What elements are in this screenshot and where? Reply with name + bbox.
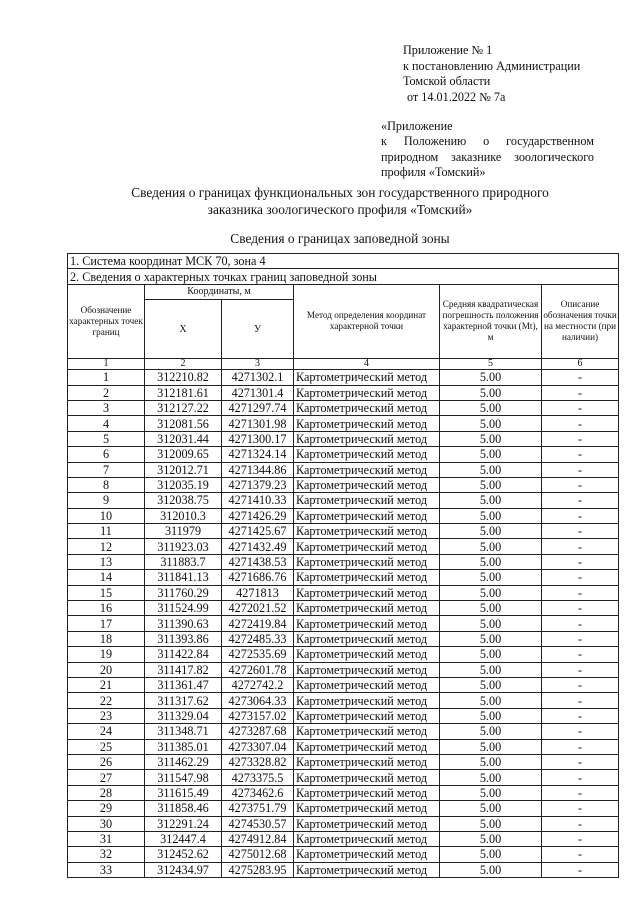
description: - bbox=[542, 370, 619, 385]
y-coordinate: 4271438.53 bbox=[222, 554, 294, 569]
table-row bbox=[68, 370, 619, 385]
description: - bbox=[542, 493, 619, 508]
y-coordinate: 4272021.52 bbox=[222, 601, 294, 616]
y-coordinate: 4271301.4 bbox=[222, 385, 294, 400]
y-coordinate: 4272742.2 bbox=[222, 677, 294, 692]
method: Картометрический метод bbox=[294, 770, 440, 785]
description: - bbox=[542, 739, 619, 754]
column-number: 6 bbox=[542, 359, 619, 370]
point-number: 31 bbox=[68, 831, 145, 846]
header-y: У bbox=[222, 300, 294, 359]
table-row bbox=[68, 862, 619, 877]
description: - bbox=[542, 508, 619, 523]
y-coordinate: 4273462.6 bbox=[222, 785, 294, 800]
mean-error: 5.00 bbox=[440, 385, 542, 400]
mean-error: 5.00 bbox=[440, 677, 542, 692]
method: Картометрический метод bbox=[294, 631, 440, 646]
x-coordinate: 311393.86 bbox=[145, 631, 222, 646]
point-number: 11 bbox=[68, 524, 145, 539]
mean-error: 5.00 bbox=[440, 862, 542, 877]
method: Картометрический метод bbox=[294, 508, 440, 523]
method: Картометрический метод bbox=[294, 477, 440, 492]
x-coordinate: 311462.29 bbox=[145, 754, 222, 769]
x-coordinate: 312038.75 bbox=[145, 493, 222, 508]
method: Картометрический метод bbox=[294, 493, 440, 508]
method: Картометрический метод bbox=[294, 801, 440, 816]
mean-error: 5.00 bbox=[440, 477, 542, 492]
y-coordinate: 4272535.69 bbox=[222, 647, 294, 662]
y-coordinate: 4271301.98 bbox=[222, 416, 294, 431]
table-row bbox=[68, 770, 619, 785]
method: Картометрический метод bbox=[294, 816, 440, 831]
table-row bbox=[68, 631, 619, 646]
table-row bbox=[68, 816, 619, 831]
method: Картометрический метод bbox=[294, 647, 440, 662]
point-number: 2 bbox=[68, 385, 145, 400]
y-coordinate: 4271686.76 bbox=[222, 570, 294, 585]
table-row bbox=[68, 585, 619, 600]
table-row bbox=[68, 647, 619, 662]
y-coordinate: 4271302.1 bbox=[222, 370, 294, 385]
mean-error: 5.00 bbox=[440, 847, 542, 862]
y-coordinate: 4273328.82 bbox=[222, 754, 294, 769]
point-number: 4 bbox=[68, 416, 145, 431]
coordinate-system-row: 1. Система координат МСК 70, зона 4 bbox=[68, 254, 619, 269]
x-coordinate: 312434.97 bbox=[145, 862, 222, 877]
table-row bbox=[68, 493, 619, 508]
description: - bbox=[542, 539, 619, 554]
description: - bbox=[542, 708, 619, 723]
y-coordinate: 4271297.74 bbox=[222, 400, 294, 415]
description: - bbox=[542, 677, 619, 692]
method: Картометрический метод bbox=[294, 416, 440, 431]
x-coordinate: 312035.19 bbox=[145, 477, 222, 492]
x-coordinate: 311547.98 bbox=[145, 770, 222, 785]
point-number: 26 bbox=[68, 754, 145, 769]
table-row bbox=[68, 400, 619, 415]
header-method: Метод определения координат характерной точки bbox=[294, 284, 440, 358]
point-number: 3 bbox=[68, 400, 145, 415]
table-row bbox=[68, 801, 619, 816]
table-row bbox=[68, 847, 619, 862]
description: - bbox=[542, 447, 619, 462]
x-coordinate: 312181.61 bbox=[145, 385, 222, 400]
description: - bbox=[542, 801, 619, 816]
header-error: Средняя квадратическая погрешность положения характерной точки (Mt), м bbox=[440, 284, 542, 358]
description: - bbox=[542, 554, 619, 569]
title-line: Сведения о границах функциональных зон государственного природного bbox=[131, 185, 549, 200]
point-number: 6 bbox=[68, 447, 145, 462]
y-coordinate: 4271410.33 bbox=[222, 493, 294, 508]
header-coordinates: Координаты, м bbox=[145, 284, 294, 299]
description: - bbox=[542, 816, 619, 831]
table-row bbox=[68, 416, 619, 431]
y-coordinate: 4271344.86 bbox=[222, 462, 294, 477]
table-row bbox=[68, 477, 619, 492]
regulation-line: «Приложение bbox=[381, 119, 453, 133]
table-row bbox=[68, 785, 619, 800]
y-coordinate: 4271425.67 bbox=[222, 524, 294, 539]
table-row bbox=[68, 693, 619, 708]
x-coordinate: 311841.13 bbox=[145, 570, 222, 585]
y-coordinate: 4274530.57 bbox=[222, 816, 294, 831]
regulation-block bbox=[381, 119, 594, 180]
point-number: 7 bbox=[68, 462, 145, 477]
description: - bbox=[542, 385, 619, 400]
mean-error: 5.00 bbox=[440, 400, 542, 415]
method: Картометрический метод bbox=[294, 554, 440, 569]
point-number: 18 bbox=[68, 631, 145, 646]
mean-error: 5.00 bbox=[440, 831, 542, 846]
column-number-row bbox=[68, 359, 619, 370]
table-row bbox=[68, 570, 619, 585]
mean-error: 5.00 bbox=[440, 539, 542, 554]
y-coordinate: 4271813 bbox=[222, 585, 294, 600]
point-number: 8 bbox=[68, 477, 145, 492]
y-coordinate: 4273157.02 bbox=[222, 708, 294, 723]
x-coordinate: 312081.56 bbox=[145, 416, 222, 431]
x-coordinate: 311422.84 bbox=[145, 647, 222, 662]
point-number: 17 bbox=[68, 616, 145, 631]
point-number: 15 bbox=[68, 585, 145, 600]
regulation-line: природном заказнике зоологического bbox=[381, 149, 594, 164]
mean-error: 5.00 bbox=[440, 631, 542, 646]
table-row bbox=[68, 754, 619, 769]
point-number: 32 bbox=[68, 847, 145, 862]
point-number: 29 bbox=[68, 801, 145, 816]
column-number: 4 bbox=[294, 359, 440, 370]
method: Картометрический метод bbox=[294, 431, 440, 446]
description: - bbox=[542, 601, 619, 616]
point-number: 13 bbox=[68, 554, 145, 569]
method: Картометрический метод bbox=[294, 785, 440, 800]
regulation-line: профиля «Томский» bbox=[381, 164, 486, 179]
description: - bbox=[542, 831, 619, 846]
description: - bbox=[542, 585, 619, 600]
method: Картометрический метод bbox=[294, 708, 440, 723]
point-number: 10 bbox=[68, 508, 145, 523]
point-number: 24 bbox=[68, 724, 145, 739]
table-row bbox=[68, 462, 619, 477]
method: Картометрический метод bbox=[294, 831, 440, 846]
description: - bbox=[542, 770, 619, 785]
point-number: 14 bbox=[68, 570, 145, 585]
header-description: Описание обозначения точки на местности (при наличии) bbox=[542, 284, 619, 358]
x-coordinate: 312009.65 bbox=[145, 447, 222, 462]
y-coordinate: 4271432.49 bbox=[222, 539, 294, 554]
y-coordinate: 4271379.23 bbox=[222, 477, 294, 492]
x-coordinate: 312031.44 bbox=[145, 431, 222, 446]
y-coordinate: 4274912.84 bbox=[222, 831, 294, 846]
description: - bbox=[542, 754, 619, 769]
table-row bbox=[68, 554, 619, 569]
x-coordinate: 311329.04 bbox=[145, 708, 222, 723]
y-coordinate: 4272601.78 bbox=[222, 662, 294, 677]
y-coordinate: 4273287.68 bbox=[222, 724, 294, 739]
method: Картометрический метод bbox=[294, 539, 440, 554]
mean-error: 5.00 bbox=[440, 431, 542, 446]
x-coordinate: 311390.63 bbox=[145, 616, 222, 631]
x-coordinate: 312452.62 bbox=[145, 847, 222, 862]
method: Картометрический метод bbox=[294, 662, 440, 677]
description: - bbox=[542, 631, 619, 646]
mean-error: 5.00 bbox=[440, 370, 542, 385]
mean-error: 5.00 bbox=[440, 801, 542, 816]
title-line: заказника зоологического профиля «Томский» bbox=[207, 201, 473, 217]
x-coordinate: 311317.62 bbox=[145, 693, 222, 708]
point-number: 5 bbox=[68, 431, 145, 446]
table-row bbox=[68, 524, 619, 539]
description: - bbox=[542, 693, 619, 708]
description: - bbox=[542, 462, 619, 477]
appendix-line: Приложение № 1 bbox=[403, 43, 493, 57]
description: - bbox=[542, 477, 619, 492]
point-number: 19 bbox=[68, 647, 145, 662]
description: - bbox=[542, 785, 619, 800]
x-coordinate: 311979 bbox=[145, 524, 222, 539]
x-coordinate: 311923.03 bbox=[145, 539, 222, 554]
point-number: 21 bbox=[68, 677, 145, 692]
x-coordinate: 311524.99 bbox=[145, 601, 222, 616]
point-number: 9 bbox=[68, 493, 145, 508]
appendix-block bbox=[403, 43, 580, 105]
x-coordinate: 312012.71 bbox=[145, 462, 222, 477]
column-number: 3 bbox=[222, 359, 294, 370]
mean-error: 5.00 bbox=[440, 693, 542, 708]
section-title: Сведения о границах заповедной зоны bbox=[230, 231, 450, 246]
point-number: 33 bbox=[68, 862, 145, 877]
mean-error: 5.00 bbox=[440, 493, 542, 508]
x-coordinate: 311385.01 bbox=[145, 739, 222, 754]
header-point: Обозначение характерных точек границ bbox=[68, 284, 145, 358]
description: - bbox=[542, 416, 619, 431]
point-number: 27 bbox=[68, 770, 145, 785]
method: Картометрический метод bbox=[294, 724, 440, 739]
table-row bbox=[68, 662, 619, 677]
mean-error: 5.00 bbox=[440, 524, 542, 539]
mean-error: 5.00 bbox=[440, 662, 542, 677]
regulation-line: к Положению о государственном bbox=[381, 134, 594, 149]
method: Картометрический метод bbox=[294, 524, 440, 539]
table-row bbox=[68, 385, 619, 400]
point-number: 30 bbox=[68, 816, 145, 831]
table-row bbox=[68, 508, 619, 523]
description: - bbox=[542, 662, 619, 677]
table-row bbox=[68, 677, 619, 692]
description: - bbox=[542, 647, 619, 662]
point-number: 12 bbox=[68, 539, 145, 554]
description: - bbox=[542, 616, 619, 631]
method: Картометрический метод bbox=[294, 693, 440, 708]
method: Картометрический метод bbox=[294, 677, 440, 692]
description: - bbox=[542, 400, 619, 415]
y-coordinate: 4275012.68 bbox=[222, 847, 294, 862]
appendix-date: от 14.01.2022 № 7а bbox=[407, 89, 506, 104]
method: Картометрический метод bbox=[294, 754, 440, 769]
y-coordinate: 4272485.33 bbox=[222, 631, 294, 646]
x-coordinate: 312210.82 bbox=[145, 370, 222, 385]
point-number: 16 bbox=[68, 601, 145, 616]
point-number: 28 bbox=[68, 785, 145, 800]
mean-error: 5.00 bbox=[440, 647, 542, 662]
x-coordinate: 311348.71 bbox=[145, 724, 222, 739]
table-row bbox=[68, 616, 619, 631]
description: - bbox=[542, 862, 619, 877]
method: Картометрический метод bbox=[294, 570, 440, 585]
method: Картометрический метод bbox=[294, 400, 440, 415]
y-coordinate: 4273375.5 bbox=[222, 770, 294, 785]
table-row bbox=[68, 431, 619, 446]
mean-error: 5.00 bbox=[440, 447, 542, 462]
appendix-line: Томской области bbox=[403, 74, 491, 89]
x-coordinate: 312010.3 bbox=[145, 508, 222, 523]
mean-error: 5.00 bbox=[440, 770, 542, 785]
y-coordinate: 4273751.79 bbox=[222, 801, 294, 816]
column-number: 2 bbox=[145, 359, 222, 370]
y-coordinate: 4272419.84 bbox=[222, 616, 294, 631]
point-number: 23 bbox=[68, 708, 145, 723]
column-number: 1 bbox=[68, 359, 145, 370]
method: Картометрический метод bbox=[294, 370, 440, 385]
x-coordinate: 311361.47 bbox=[145, 677, 222, 692]
description: - bbox=[542, 724, 619, 739]
y-coordinate: 4271426.29 bbox=[222, 508, 294, 523]
column-number: 5 bbox=[440, 359, 542, 370]
description: - bbox=[542, 524, 619, 539]
mean-error: 5.00 bbox=[440, 508, 542, 523]
method: Картометрический метод bbox=[294, 862, 440, 877]
mean-error: 5.00 bbox=[440, 785, 542, 800]
method: Картометрический метод bbox=[294, 847, 440, 862]
mean-error: 5.00 bbox=[440, 416, 542, 431]
point-number: 1 bbox=[68, 370, 145, 385]
y-coordinate: 4271300.17 bbox=[222, 431, 294, 446]
table-row bbox=[68, 739, 619, 754]
x-coordinate: 311883.7 bbox=[145, 554, 222, 569]
x-coordinate: 312127.22 bbox=[145, 400, 222, 415]
method: Картометрический метод bbox=[294, 385, 440, 400]
method: Картометрический метод bbox=[294, 585, 440, 600]
table-row bbox=[68, 708, 619, 723]
description: - bbox=[542, 431, 619, 446]
method: Картометрический метод bbox=[294, 447, 440, 462]
mean-error: 5.00 bbox=[440, 816, 542, 831]
description: - bbox=[542, 570, 619, 585]
appendix-line: к постановлению Администрации bbox=[403, 58, 581, 73]
method: Картометрический метод bbox=[294, 739, 440, 754]
method: Картометрический метод bbox=[294, 616, 440, 631]
point-number: 22 bbox=[68, 693, 145, 708]
mean-error: 5.00 bbox=[440, 554, 542, 569]
mean-error: 5.00 bbox=[440, 754, 542, 769]
x-coordinate: 311417.82 bbox=[145, 662, 222, 677]
mean-error: 5.00 bbox=[440, 570, 542, 585]
mean-error: 5.00 bbox=[440, 462, 542, 477]
mean-error: 5.00 bbox=[440, 739, 542, 754]
mean-error: 5.00 bbox=[440, 585, 542, 600]
header-x: X bbox=[145, 300, 222, 359]
document-title bbox=[60, 185, 620, 218]
point-number: 25 bbox=[68, 739, 145, 754]
table-row bbox=[68, 539, 619, 554]
mean-error: 5.00 bbox=[440, 616, 542, 631]
method: Картометрический метод bbox=[294, 462, 440, 477]
x-coordinate: 311615.49 bbox=[145, 785, 222, 800]
table-row bbox=[68, 831, 619, 846]
x-coordinate: 311760.29 bbox=[145, 585, 222, 600]
point-number: 20 bbox=[68, 662, 145, 677]
table-row bbox=[68, 447, 619, 462]
mean-error: 5.00 bbox=[440, 601, 542, 616]
method: Картометрический метод bbox=[294, 601, 440, 616]
y-coordinate: 4273307.04 bbox=[222, 739, 294, 754]
boundary-points-table bbox=[67, 253, 619, 878]
table-row bbox=[68, 724, 619, 739]
table-row bbox=[68, 601, 619, 616]
y-coordinate: 4273064.33 bbox=[222, 693, 294, 708]
mean-error: 5.00 bbox=[440, 708, 542, 723]
mean-error: 5.00 bbox=[440, 724, 542, 739]
y-coordinate: 4275283.95 bbox=[222, 862, 294, 877]
x-coordinate: 312447.4 bbox=[145, 831, 222, 846]
description: - bbox=[542, 847, 619, 862]
x-coordinate: 312291.24 bbox=[145, 816, 222, 831]
x-coordinate: 311858.46 bbox=[145, 801, 222, 816]
points-section-row: 2. Сведения о характерных точках границ заповедной зоны bbox=[68, 269, 619, 284]
y-coordinate: 4271324.14 bbox=[222, 447, 294, 462]
